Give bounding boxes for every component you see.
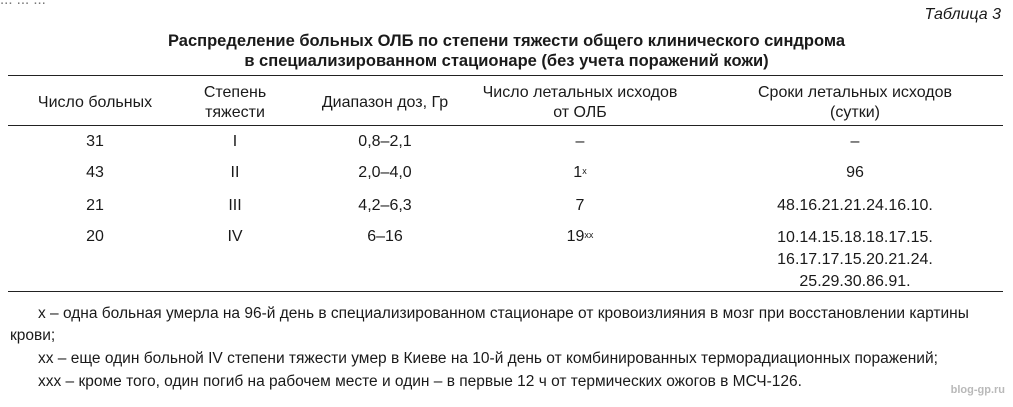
footnote-marker: xx (584, 230, 594, 240)
cell-patients: 21 (86, 197, 104, 214)
header-terms-line1: Сроки летальных исходов (758, 84, 952, 101)
header-patients: Число больных (37, 94, 153, 111)
cell-patients: 20 (86, 228, 104, 245)
table-title-line2: в специализированном стационаре (без учета поражений кожи) (244, 52, 769, 70)
cell-terms (720, 227, 990, 293)
footnote-x-continued: крови; (10, 327, 56, 344)
cell-patients: 43 (86, 164, 104, 181)
footnote-marker: x (582, 166, 587, 176)
cut-off-text-fragment (0, 0, 46, 8)
cell-deaths (475, 132, 685, 152)
cell-severity: II (230, 164, 240, 181)
cell-dose: 6–16 (367, 228, 403, 245)
cell-terms: – (850, 133, 860, 150)
terms-line: 25.29.30.86.91. (799, 273, 911, 290)
header-terms-line2: (сутки) (830, 104, 880, 121)
deaths-value: 1 (573, 164, 583, 181)
table-header-rule (8, 125, 1003, 126)
header-severity-line1: Степень (203, 84, 267, 101)
footnote-xxx: ххх – кроме того, один погиб на рабочем месте и один – в первые 12 ч от термических ожогов в МСЧ-126. (38, 373, 802, 390)
header-terms (720, 83, 990, 123)
footnote-x: х – одна больная умерла на 96-й день в специализированном стационаре от кровоизлияния в мозг при восстановлении картины (38, 305, 969, 322)
deaths-value: 7 (575, 197, 585, 214)
cell-dose: 4,2–6,3 (358, 197, 412, 214)
header-deaths-line1: Число летальных исходов (482, 84, 678, 101)
cell-dose: 0,8–2,1 (358, 133, 412, 150)
deaths-value: – (575, 133, 585, 150)
terms-line: 10.14.15.18.18.17.15. (777, 229, 933, 246)
cell-deaths (475, 163, 685, 183)
cell-dose: 2,0–4,0 (358, 164, 412, 181)
deaths-value: 19 (566, 228, 585, 245)
cell-deaths (475, 196, 685, 216)
terms-line: 16.17.17.15.20.21.24. (777, 251, 933, 268)
header-severity-line2: тяжести (205, 104, 265, 121)
cell-patients: 31 (86, 133, 104, 150)
table-top-rule (8, 75, 1003, 76)
cell-terms: 48.16.21.21.24.16.10. (777, 197, 933, 214)
header-deaths-line2: от ОЛБ (553, 104, 607, 121)
cell-terms: 96 (846, 164, 864, 181)
cell-severity: III (228, 197, 242, 214)
header-dose-range: Диапазон доз, Гр (321, 94, 449, 111)
header-severity (180, 83, 290, 123)
table-title-line1: Распределение больных ОЛБ по степени тяжести общего клинического синдрома (168, 32, 845, 50)
watermark: blog-gp.ru (950, 384, 1005, 396)
cell-deaths (475, 227, 685, 247)
cell-severity: I (232, 133, 238, 150)
table-caption: Таблица 3 (924, 6, 1001, 23)
footnote-xx: хх – еще один больной IV степени тяжести умер в Киеве на 10-й день от комбинированных терморадиационных поражений; (38, 350, 938, 367)
cell-severity: IV (227, 228, 243, 245)
header-deaths (475, 83, 685, 123)
